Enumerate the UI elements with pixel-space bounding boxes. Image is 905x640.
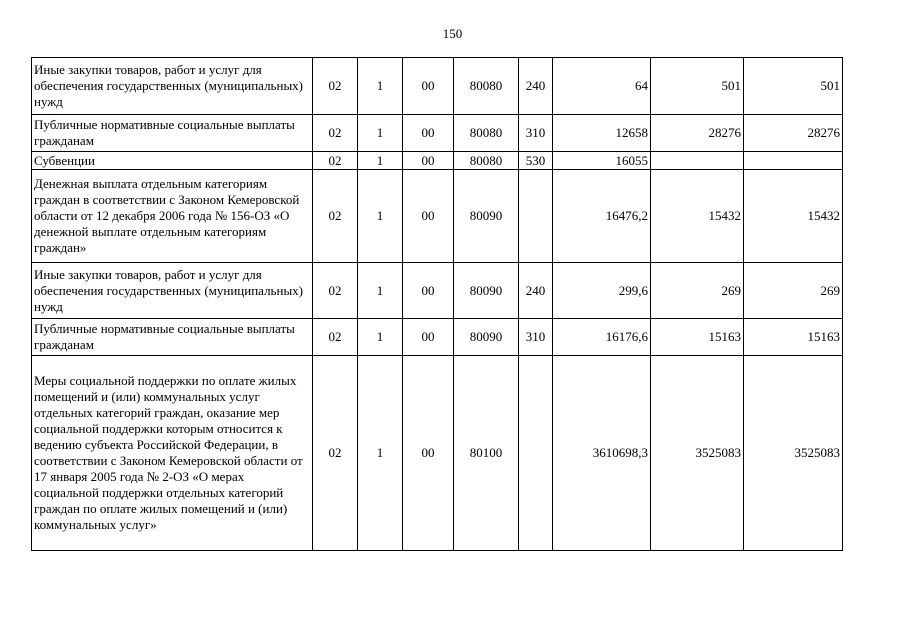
table-row bbox=[32, 152, 843, 170]
table-row bbox=[32, 356, 843, 551]
cell-value-1: 3610698,3 bbox=[553, 356, 651, 551]
row-name: Субвенции bbox=[32, 152, 313, 170]
cell-code-3: 00 bbox=[403, 58, 454, 115]
cell-code-3: 00 bbox=[403, 115, 454, 152]
row-name: Публичные нормативные социальные выплаты гражданам bbox=[32, 319, 313, 356]
cell-code-5: 240 bbox=[519, 263, 553, 319]
cell-code-4: 80090 bbox=[454, 170, 519, 263]
cell-code-2: 1 bbox=[358, 152, 403, 170]
cell-value-3: 15432 bbox=[744, 170, 843, 263]
cell-value-2: 501 bbox=[651, 58, 744, 115]
table-row bbox=[32, 170, 843, 263]
cell-code-4: 80090 bbox=[454, 263, 519, 319]
cell-value-3: 15163 bbox=[744, 319, 843, 356]
table-row bbox=[32, 319, 843, 356]
cell-code-4: 80080 bbox=[454, 58, 519, 115]
cell-code-3: 00 bbox=[403, 152, 454, 170]
table-row bbox=[32, 263, 843, 319]
page-number: 150 bbox=[442, 26, 463, 41]
budget-table bbox=[31, 57, 843, 551]
cell-value-3: 501 bbox=[744, 58, 843, 115]
cell-code-4: 80080 bbox=[454, 115, 519, 152]
cell-code-1: 02 bbox=[313, 319, 358, 356]
cell-value-1: 12658 bbox=[553, 115, 651, 152]
cell-code-1: 02 bbox=[313, 58, 358, 115]
cell-value-1: 16055 bbox=[553, 152, 651, 170]
cell-code-5 bbox=[519, 356, 553, 551]
cell-value-2: 269 bbox=[651, 263, 744, 319]
cell-code-5 bbox=[519, 170, 553, 263]
cell-value-2: 15432 bbox=[651, 170, 744, 263]
cell-value-2 bbox=[651, 152, 744, 170]
cell-code-3: 00 bbox=[403, 356, 454, 551]
cell-code-4: 80080 bbox=[454, 152, 519, 170]
row-name: Меры социальной поддержки по оплате жилых помещений и (или) коммунальных услуг отдельных категорий граждан, оказание мер социальной поддержки которым относится к ведению субъекта Российской Федерации, в соответствии с Законом Кемеровской области от 17 января 2005 года № 2-ОЗ «О мерах социальной поддержки отдельных категорий граждан по оплате жилых помещений и (или) коммунальных услуг» bbox=[32, 356, 313, 551]
cell-code-4: 80090 bbox=[454, 319, 519, 356]
cell-code-1: 02 bbox=[313, 263, 358, 319]
row-name: Иные закупки товаров, работ и услуг для обеспечения государственных (муниципальных) нужд bbox=[32, 263, 313, 319]
cell-code-1: 02 bbox=[313, 170, 358, 263]
cell-value-1: 16476,2 bbox=[553, 170, 651, 263]
cell-code-5: 240 bbox=[519, 58, 553, 115]
table-row bbox=[32, 58, 843, 115]
cell-code-3: 00 bbox=[403, 170, 454, 263]
cell-code-2: 1 bbox=[358, 263, 403, 319]
cell-code-1: 02 bbox=[313, 152, 358, 170]
cell-value-3: 3525083 bbox=[744, 356, 843, 551]
cell-code-1: 02 bbox=[313, 356, 358, 551]
cell-code-5: 530 bbox=[519, 152, 553, 170]
cell-value-2: 15163 bbox=[651, 319, 744, 356]
cell-code-4: 80100 bbox=[454, 356, 519, 551]
cell-code-3: 00 bbox=[403, 319, 454, 356]
cell-code-5: 310 bbox=[519, 115, 553, 152]
cell-value-3: 28276 bbox=[744, 115, 843, 152]
cell-value-2: 3525083 bbox=[651, 356, 744, 551]
row-name: Публичные нормативные социальные выплаты гражданам bbox=[32, 115, 313, 152]
cell-code-2: 1 bbox=[358, 115, 403, 152]
cell-code-2: 1 bbox=[358, 356, 403, 551]
table-row bbox=[32, 115, 843, 152]
row-name: Иные закупки товаров, работ и услуг для обеспечения государственных (муниципальных) нужд bbox=[32, 58, 313, 115]
cell-value-3: 269 bbox=[744, 263, 843, 319]
cell-value-2: 28276 bbox=[651, 115, 744, 152]
cell-code-2: 1 bbox=[358, 58, 403, 115]
cell-code-5: 310 bbox=[519, 319, 553, 356]
row-name: Денежная выплата отдельным категориям граждан в соответствии с Законом Кемеровской области от 12 декабря 2006 года № 156-ОЗ «О денежной выплате отдельным категориям граждан» bbox=[32, 170, 313, 263]
cell-value-1: 64 bbox=[553, 58, 651, 115]
cell-value-1: 299,6 bbox=[553, 263, 651, 319]
cell-value-1: 16176,6 bbox=[553, 319, 651, 356]
cell-code-2: 1 bbox=[358, 170, 403, 263]
cell-code-3: 00 bbox=[403, 263, 454, 319]
cell-code-2: 1 bbox=[358, 319, 403, 356]
cell-value-3 bbox=[744, 152, 843, 170]
cell-code-1: 02 bbox=[313, 115, 358, 152]
